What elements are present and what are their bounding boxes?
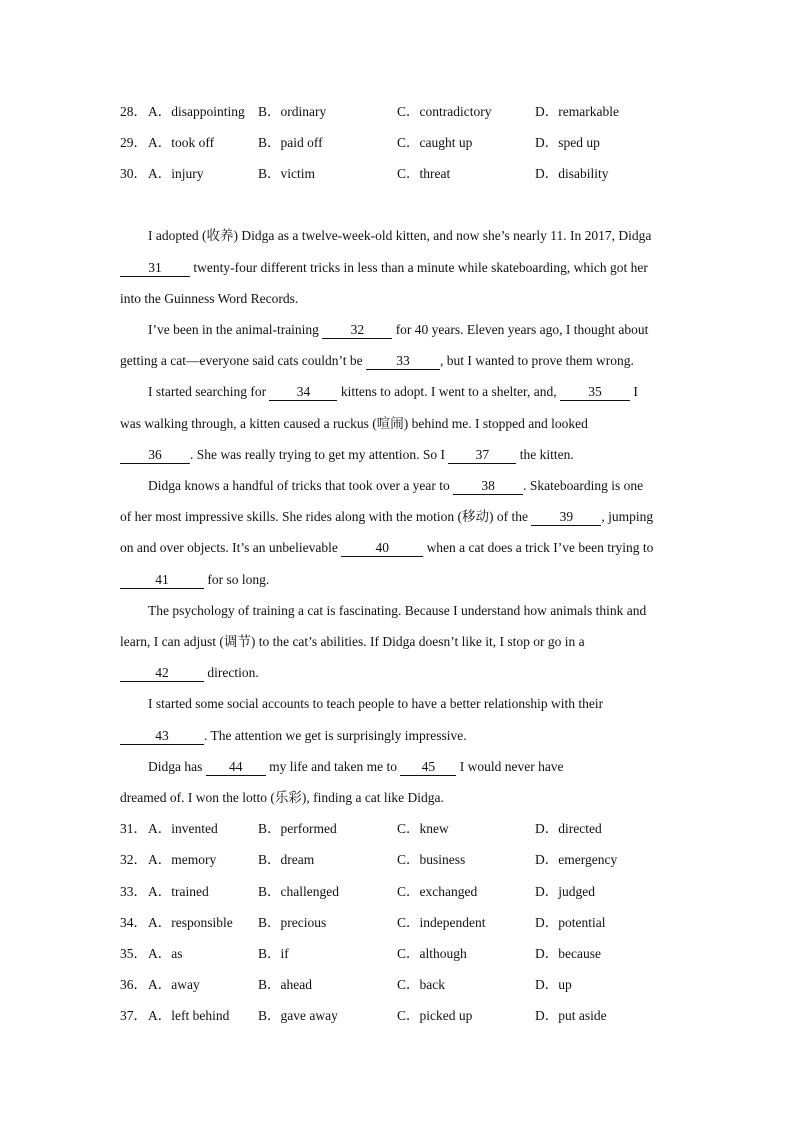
passage-text: I — [630, 384, 638, 399]
option-d: D．up — [535, 977, 572, 992]
question-number: 37． — [120, 1008, 147, 1023]
option-b: B．victim — [258, 166, 315, 181]
option-d: D．directed — [535, 821, 602, 836]
option-b: B．if — [258, 946, 289, 961]
passage-text: kittens to adopt. I went to a shelter, and, — [337, 384, 560, 399]
option-b: B．paid off — [258, 135, 323, 150]
blank-43[interactable]: 43 — [120, 728, 204, 745]
passage-line — [120, 538, 676, 558]
option-c: C．contradictory — [397, 104, 492, 119]
option-a: A．memory — [148, 852, 217, 867]
question-number: 31． — [120, 821, 147, 836]
option-b: B．precious — [258, 915, 327, 930]
passage-text: , jumping — [601, 509, 654, 524]
blank-36[interactable]: 36 — [120, 447, 190, 464]
passage-line — [120, 351, 676, 371]
option-b: B．challenged — [258, 884, 339, 899]
blank-32[interactable]: 32 — [322, 322, 392, 339]
question-number: 28． — [120, 104, 147, 119]
option-c: C．independent — [397, 915, 486, 930]
passage-text: was walking through, a kitten caused a ruckus (喧闹) behind me. I stopped and looked — [120, 416, 588, 431]
passage-text: I adopted (收养) Didga as a twelve-week-old kitten, and now she’s nearly 11. In 2017, Didga — [148, 228, 652, 243]
passage-line — [148, 601, 676, 621]
question-number: 33． — [120, 884, 147, 899]
option-d: D．sped up — [535, 135, 600, 150]
passage-text: dreamed of. I won the lotto (乐彩), finding a cat like Didga. — [120, 790, 444, 805]
passage-line — [148, 226, 676, 246]
passage-text: for 40 years. Eleven years ago, I thought about — [392, 322, 649, 337]
passage-line — [120, 663, 676, 683]
passage-text: when a cat does a trick I’ve been trying to — [423, 540, 654, 555]
passage-text: I’ve been in the animal-training — [148, 322, 323, 337]
passage-line — [148, 694, 676, 714]
passage-line — [148, 382, 676, 402]
option-d: D．remarkable — [535, 104, 619, 119]
passage-line — [148, 320, 676, 340]
passage-line — [120, 507, 676, 527]
passage-line — [120, 258, 676, 278]
option-c: C．knew — [397, 821, 449, 836]
question-number: 36． — [120, 977, 147, 992]
blank-44[interactable]: 44 — [206, 759, 266, 776]
option-c: C．caught up — [397, 135, 473, 150]
passage-text: . She was really trying to get my attention. So I — [190, 447, 449, 462]
blank-45[interactable]: 45 — [400, 759, 456, 776]
passage-line — [120, 632, 676, 652]
question-number: 35． — [120, 946, 147, 961]
option-b: B．ordinary — [258, 104, 327, 119]
passage-line — [120, 570, 676, 590]
passage-line — [120, 289, 676, 309]
option-b: B．gave away — [258, 1008, 338, 1023]
option-c: C．exchanged — [397, 884, 478, 899]
option-d: D．emergency — [535, 852, 618, 867]
passage-line — [148, 757, 676, 777]
option-d: D．potential — [535, 915, 606, 930]
passage-text: , but I wanted to prove them wrong. — [440, 353, 634, 368]
option-c: C．business — [397, 852, 466, 867]
blank-40[interactable]: 40 — [341, 540, 423, 557]
question-number: 32． — [120, 852, 147, 867]
passage-text: direction. — [204, 665, 259, 680]
option-a: A．injury — [148, 166, 204, 181]
passage-text: my life and taken me to — [265, 759, 401, 774]
passage-text: . Skateboarding is one — [523, 478, 644, 493]
option-c: C．threat — [397, 166, 451, 181]
option-a: A．invented — [148, 821, 218, 836]
blank-31[interactable]: 31 — [120, 260, 190, 277]
blank-35[interactable]: 35 — [560, 384, 630, 401]
passage-text: into the Guinness Word Records. — [120, 291, 299, 306]
option-d: D．because — [535, 946, 601, 961]
question-number: 29． — [120, 135, 147, 150]
passage-text: for so long. — [204, 572, 270, 587]
option-b: B．dream — [258, 852, 315, 867]
option-d: D．disability — [535, 166, 609, 181]
option-d: D．judged — [535, 884, 595, 899]
question-number: 30． — [120, 166, 147, 181]
option-a: A．trained — [148, 884, 209, 899]
blank-38[interactable]: 38 — [453, 478, 523, 495]
option-c: C．although — [397, 946, 467, 961]
passage-text: learn, I can adjust (调节) to the cat’s abilities. If Didga doesn’t like it, I stop or go in a — [120, 634, 585, 649]
passage-text: I would never have — [456, 759, 564, 774]
passage-text: Didga knows a handful of tricks that took over a year to — [148, 478, 454, 493]
option-a: A．away — [148, 977, 200, 992]
option-b: B．performed — [258, 821, 337, 836]
passage-text: getting a cat—everyone said cats couldn’t be — [120, 353, 367, 368]
passage-text: The psychology of training a cat is fascinating. Because I understand how animals think and — [148, 603, 647, 618]
passage-text: twenty-four different tricks in less than a minute while skateboarding, which got her — [190, 260, 648, 275]
passage-text: I started searching for — [148, 384, 270, 399]
blank-39[interactable]: 39 — [531, 509, 601, 526]
option-b: B．ahead — [258, 977, 312, 992]
passage-text: the kitten. — [516, 447, 574, 462]
passage-line — [120, 414, 676, 434]
blank-41[interactable]: 41 — [120, 572, 204, 589]
blank-33[interactable]: 33 — [366, 353, 440, 370]
passage-line — [120, 726, 676, 746]
option-a: A．left behind — [148, 1008, 230, 1023]
option-a: A．took off — [148, 135, 215, 150]
option-a: A．responsible — [148, 915, 233, 930]
passage-line — [120, 445, 676, 465]
option-c: C．picked up — [397, 1008, 473, 1023]
passage-text: I started some social accounts to teach people to have a better relationship with their — [148, 696, 604, 711]
option-a: A．disappointing — [148, 104, 245, 119]
passage-line — [120, 788, 676, 808]
blank-34[interactable]: 34 — [269, 384, 337, 401]
blank-42[interactable]: 42 — [120, 665, 204, 682]
passage-text: Didga has — [148, 759, 206, 774]
blank-37[interactable]: 37 — [448, 447, 516, 464]
passage-text: of her most impressive skills. She rides along with the motion (移动) of the — [120, 509, 532, 524]
passage-line — [148, 476, 676, 496]
option-a: A．as — [148, 946, 183, 961]
passage-text: on and over objects. It’s an unbelievable — [120, 540, 342, 555]
option-d: D．put aside — [535, 1008, 607, 1023]
question-number: 34． — [120, 915, 147, 930]
passage-text: . The attention we get is surprisingly impressive. — [204, 728, 467, 743]
option-c: C．back — [397, 977, 445, 992]
